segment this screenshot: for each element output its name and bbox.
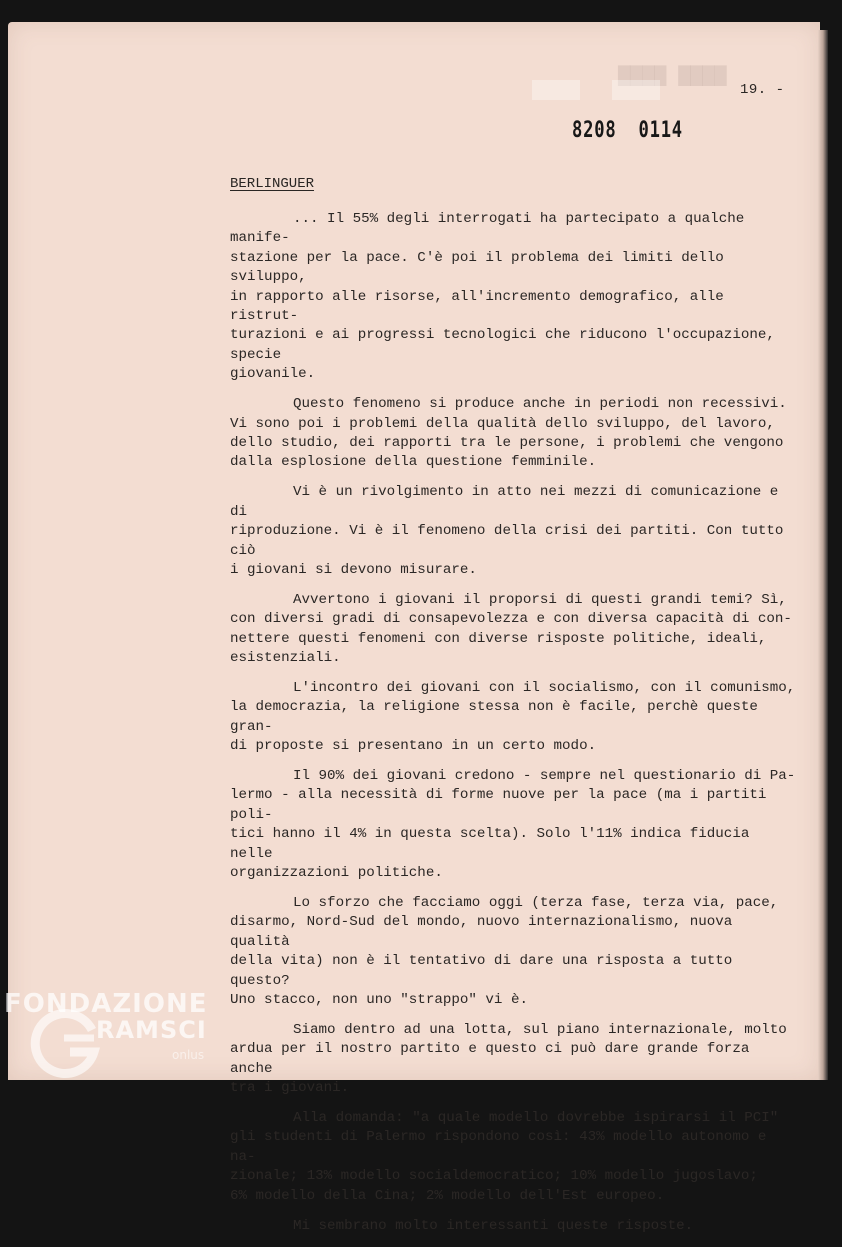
document-body xyxy=(230,210,796,1247)
paragraph: Vi è un rivolgimento in atto nei mezzi di comunicazione e di riproduzione. Vi è il fenomeno della crisi dei partiti. Con tutto ciò i giovani si devono misurare. xyxy=(230,484,784,578)
paragraph: Alla domanda: "a quale modello dovrebbe ispirarsi il PCI" gli studenti di Palermo rispondono così: 43% modello autonomo e na- zionale; 13% modello socialdemocratico; 10% modello jugoslavo; 6% modello della Cina; 2% modello dell'Est europeo. xyxy=(230,1110,779,1204)
paragraph: Avvertono i giovani il proporsi di questi grandi temi? Sì, con diversi gradi di consapevolezza e con diversa capacità di con- nettere questi fenomeni con diverse risposte politiche, ideali, esistenziali. xyxy=(230,591,792,667)
gramsci-g-icon xyxy=(30,1008,100,1080)
show-through-digits: ▇▇▇▇ ▇▇▇▇ xyxy=(618,62,727,86)
paragraph: Mi sembrano molto interessanti queste risposte. xyxy=(293,1217,694,1234)
watermark-line-2: RAMSCI xyxy=(96,1016,207,1044)
page-number: 19. - xyxy=(740,82,785,98)
paragraph: L'incontro dei giovani con il socialismo, con il comunismo, la democrazia, la religione stessa non è facile, perchè queste gran- di proposte si presentano in un certo modo. xyxy=(230,679,796,755)
paragraph: ... Il 55% degli interrogati ha partecipato a qualche manife- stazione per la pace. C'è poi il problema dei limiti dello sviluppo, in rapporto alle risorse, all'incremento demografico, alle ristrut- turazioni e ai progressi tecnologici che riducono l'occupazione, specie giovanile. xyxy=(230,211,775,383)
speaker-heading: BERLINGUER xyxy=(230,176,315,192)
paragraph: Il 90% dei giovani credono - sempre nel questionario di Pa- lermo - alla necessità di forme nuove per la pace (ma i partiti poli- tici hanno il 4% in questa scelta). Solo l'11% indica fiducia nelle organizzazioni politiche. xyxy=(230,768,796,882)
show-through-mark xyxy=(532,80,580,100)
paragraph: Lo sforzo che facciamo oggi (terza fase, terza via, pace, disarmo, Nord-Sud del mondo, nuovo internazionalismo, nuova qualità della vita) non è il tentativo di dare una risposta a tutto questo? Uno stacco, non uno "strappo" vi è. xyxy=(230,895,779,1009)
watermark-line-1: FONDAZIONE xyxy=(4,989,208,1019)
watermark-line-3: onlus xyxy=(172,1048,205,1062)
show-through-mark xyxy=(612,80,660,100)
paragraph: Siamo dentro ad una lotta, sul piano internazionale, molto ardua per il nostro partito e questo ci può dare grande forza anche tra i giovani. xyxy=(230,1021,787,1097)
fondazione-gramsci-watermark-logo xyxy=(0,986,220,1080)
archive-stamp-number: 8208 0114 xyxy=(572,118,683,143)
paragraph: Questo fenomeno si produce anche in periodi non recessivi. Vi sono poi i problemi della qualità dello sviluppo, del lavoro, dello studio, dei rapporti tra le persone, i problemi che vengono dalla esplosione della questione femminile. xyxy=(230,396,787,471)
page-edge xyxy=(818,30,828,1080)
